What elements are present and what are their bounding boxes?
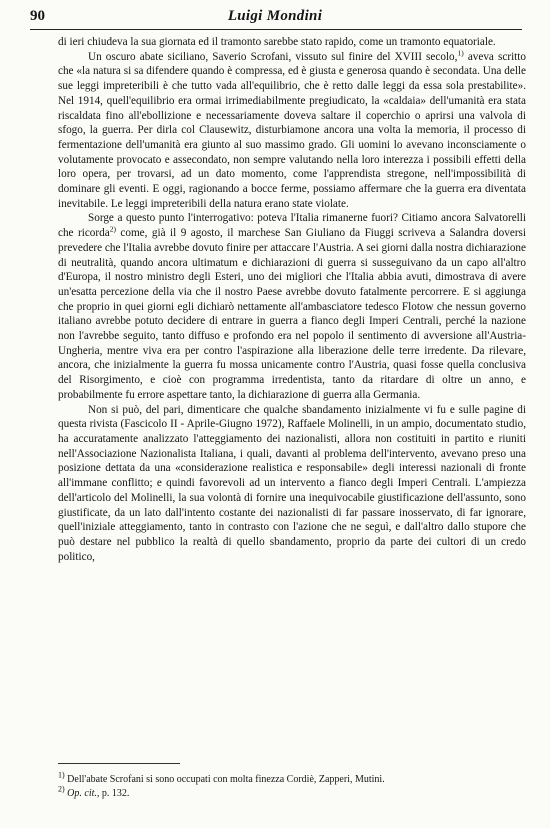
footnote-mark: 1): [58, 770, 65, 780]
paragraph-text: come, già il 9 agosto, il marchese San Giuliano da Fiuggi scriveva a Salandra doversi prevedere che l'Italia avrebbe dovuto finire per attaccare l'Austria. A sei giorni dalla nostra dichiarazione di neutralità, quando ancora ultimatum e dichiarazioni di guerra si susseguivano da un capo all'altro d'Europa, il nostro ministro degli Esteri, uno dei migliori che l'Italia abbia avuti, dimostrava di avere un'esatta percezione della via che il nostro Paese avrebbe dovuto fatalmente percorrere. E si aggiunga che proprio in quei giorni egli dichiarò nettamente all'ambasciatore tedesco Flotow che nessun governo italiano avrebbe potuto decidere di entrare in guerra a fianco degli Imperi Centrali, perché la nazione non l'avrebbe seguito, tanto diffuso e profondo era nel popolo il sentimento di avversione all'Austria-Ungheria, mentre viva era per contro l'aspirazione alla liberazione delle terre irredente. Da rilevare, ancora, che inizialmente la guerra fu mossa unicamente contro l'Austria, quasi fosse quella conclusiva del Risorgimento, e cioè con programma irredentista, tanto da ritardare di oltre un anno, e probabilmente fu errore aspettare tanto, la dichiarazione di guerra alla Germania.: [58, 227, 527, 401]
paragraph: [58, 35, 526, 50]
running-title: Luigi Mondini: [227, 8, 323, 24]
paragraph-text: aveva scritto che «la natura si sa difendere quando è compressa, ed è giusta e generosa quando è secondata. Una delle sue leggi impreteribili è che tutto vada all'equilibrio, che è retto dalle leggi da essa sola prestabilite». Nel 1914, quell'equilibrio era ormai irrimediabilmente pregiudicato, la «caldaia» dell'umanità era stata riscaldata fino all'ebollizione e necessariamente doveva saltare il coperchio o aprirsi una valvola di sfogo, la guerra. Per dirla col Clausewitz, disturbiamone ancora una volta la memoria, il processo di fermentazione dell'umanità era giunto al suo massimo grado. Gli uomini lo avevano inconsciamente o volutamente provocato e assecondato, non sempre valutando nella loro interezza i possibili effetti della loro opera, per trovarsi, ad un dato momento, come l'apprendista stregone, nell'impossibilità di dominare gli eventi. E oggi, ragionando a bocce ferme, possiamo affermare che la guerra era diventata inevitabile. Le leggi impreteribili della natura erano state violate.: [58, 50, 526, 210]
paragraph-text: Sorge a questo punto l'interrogativo: poteva l'Italia rimanerne fuori? Citiamo ancora Salvatorelli che ricorda: [58, 212, 526, 240]
footnotes: [58, 770, 526, 801]
paragraph: [58, 47, 526, 212]
footnote-text: p. 132.: [99, 788, 130, 799]
paragraph: [58, 403, 526, 565]
paragraph-text: Un oscuro abate siciliano, Saverio Scrofani, vissuto sul finire del XVIII secolo,: [88, 50, 458, 63]
page-number: 90: [30, 8, 45, 24]
header-rule: [30, 29, 522, 30]
footnote-reference: 1): [457, 47, 464, 57]
page-header: [30, 8, 520, 30]
footnote-separator: [58, 763, 180, 764]
footnote-citation: Op. cit.,: [64, 788, 100, 799]
footnote-mark: 2): [58, 784, 65, 794]
paragraph-text: di ieri chiudeva la sua giornata ed il tramonto sarebbe stato rapido, come un tramonto equatoriale.: [58, 36, 496, 48]
body-text: [58, 35, 526, 564]
footnote: [58, 784, 526, 801]
footnote: [58, 770, 526, 787]
paragraph: [58, 211, 526, 402]
footnote-text: Dell'abate Scrofani si sono occupati con molta finezza Cordiè, Zapperi, Mutini.: [64, 774, 385, 785]
footnote-reference: 2): [109, 224, 116, 234]
paragraph-text: Non si può, del pari, dimenticare che qualche sbandamento inizialmente vi fu e sulle pagine di questa rivista (Fascicolo II - Aprile-Giugno 1972), Raffaele Molinelli, in un ampio, documentato studio, ha accuratamente analizzato l'atteggiamento dei nazionalisti, allora non costituiti in partito e riuniti nell'Associazione Nazionalista Italiana, i quali, davanti al problema dell'intervento, avevano preso una posizione dettata da una «considerazione realistica e responsabile» degli interessi nazionali di fronte all'immane conflitto; e quindi favorevoli ad un intervento a fianco degli Imperi Centrali. L'ampiezza dell'articolo del Molinelli, la sua volontà di fornire una inequivocabile giustificazione dell'assunto, sono giustificate, da un lato dall'intento costante dei nazionalisti di far passare inosservato, di far ignorare, quell'iniziale atteggiamento, tanto in contrasto con l'azione che ne seguì, e dall'altro dallo stupore che può destare nel pubblico la realtà di quello sbandamento, proprio da parte dei cultori di un credo politico,: [58, 403, 526, 563]
